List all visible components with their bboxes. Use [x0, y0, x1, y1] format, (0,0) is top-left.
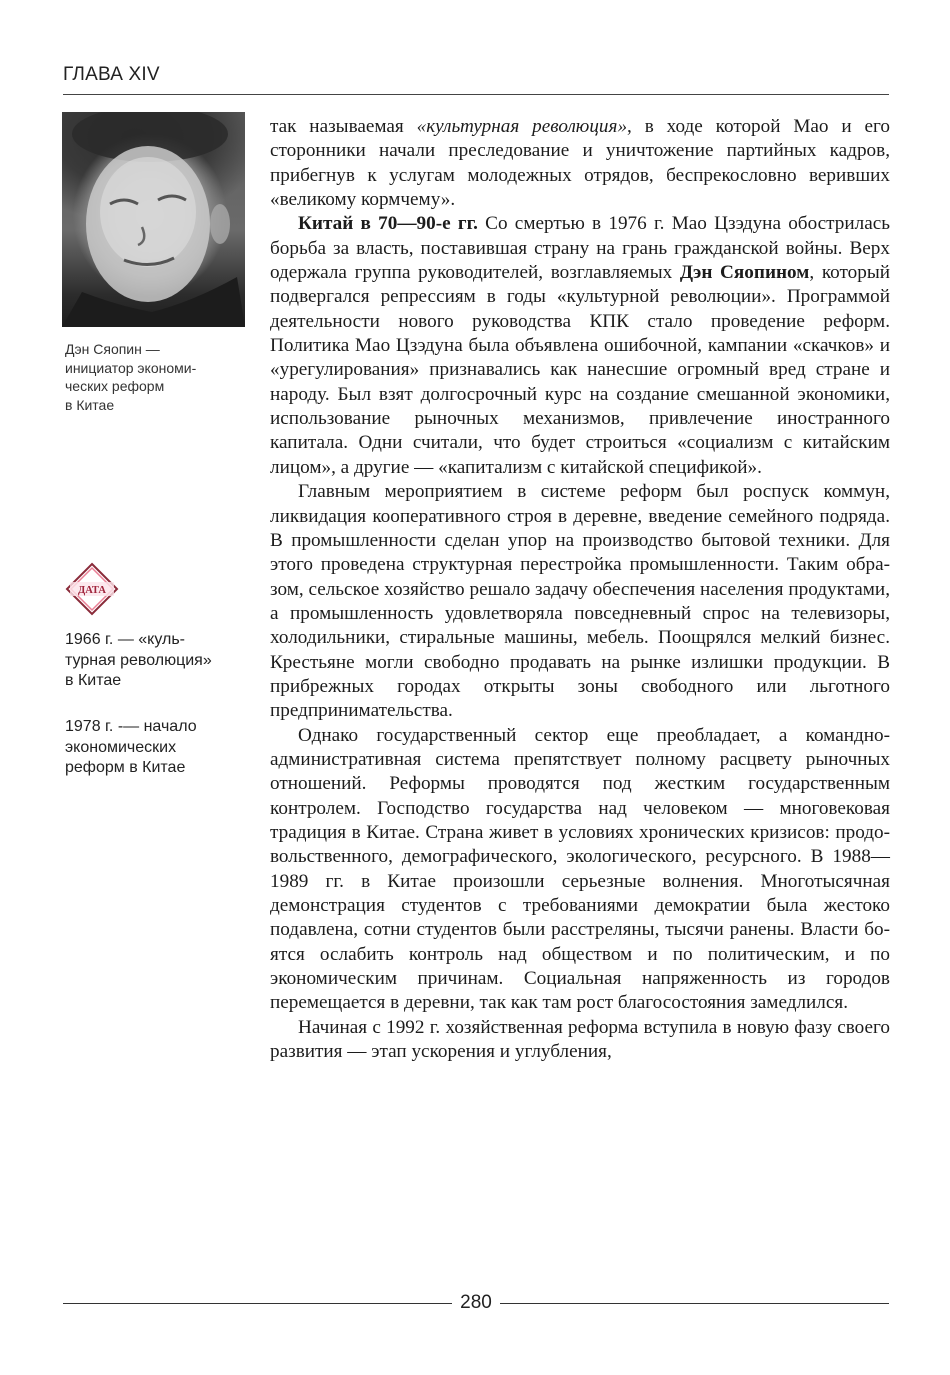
caption-line: ческих реформ: [65, 378, 165, 394]
text-run: , в ходе которой Мао и его сторонники начали преследование и уничтожение партийных кадров, прибегнув к услугам молодежных отрядов, беспрекословно веривших «великому кормчему».: [270, 116, 890, 211]
date-note: [65, 717, 245, 779]
date-note-line: 1978 г. -— начало: [65, 718, 197, 735]
paragraph: Главным мероприятием в системе реформ был роспуск коммун, ликвидация кооперативного строя в деревне, введение семейного подряда. В промышленности сделан упор на производство бытовой техники. Для этого проведена структурная перестройка промышленности. Таким образом, сельское хозяйство решало задачу обеспечения населения продуктами, а промышленность удовлетворяла повседневный спрос на телевизоры, холодильники, стиральные машины, мебель. Поощрялся мелкий бизнес. Крестьяне могли свободно продавать на рынке излишки продукции. В прибрежных городах открыты зоны свободного или льготного предпринимательства.: [270, 481, 890, 722]
section-heading: Китай в 70—90-е гг.: [298, 213, 478, 235]
paragraph: [270, 115, 890, 212]
paragraph: [270, 212, 890, 480]
date-note: [65, 630, 245, 692]
portrait-photo: [62, 112, 245, 327]
text-run: , который подвергался репрессиям в годы «культурной революции». Программой деятельности нового руководства КПК стало проведение реформ. Политика Мао Цзэдуна была объявлена ошибочной, кампании «скачков» и «урегулирования» признавались как нанесшие огромный вред стране и народу. Был взят долгосрочный курс на создание смешанной экономики, использование рыночных механизмов, привлечение иностранного капитала. Одни считали, что будет строиться «социализм с китайским лицом», а другие — «капитализм с китайской спецификой».: [270, 262, 890, 478]
text-run: так называемая: [270, 116, 417, 137]
header-rule: [63, 94, 889, 95]
running-head: ГЛАВА XIV: [63, 64, 160, 85]
bold-name: Дэн Сяопином: [679, 262, 810, 284]
portrait-illustration: [62, 112, 245, 327]
paragraph: Однако государственный сектор еще преобладает, а командно-административная система препятствует полному расцвету рыночных отношений. Реформы проводятся под жестким государственным контролем. Господство государства над человеком — многовековая традиция в Китае. Страна живет в условиях хронических кризисов: продовольственного, демографического, экологического, ресурсного. В 1988—1989 гг. в Китае произошли серьезные волнения. Многотысячная демонстрация студентов с требованиями демократии была жестоко подавлена, сотни студентов были расстреляны, тысячи ранены. Власти боятся ослабить контроль над обществом и по политическим, и по экономическим причинам. Социальная напряженность из городов перемещается в деревни, так как там рост благосостояния замедлился.: [270, 724, 890, 1014]
caption-line: Дэн Сяопин —: [65, 341, 160, 357]
page-number: 280: [460, 1292, 492, 1313]
text-run: Со смертью в 1976 г. Мао Цзэдуна обострилась борьба за власть, поставившая страну на грань гражданской войны. Верх одержала группа руководителей, возглавляемых: [270, 213, 890, 284]
date-note-line: реформ в Китае: [65, 759, 186, 776]
caption-line: инициатор экономи-: [65, 359, 197, 376]
date-note-line: турная революция»: [65, 651, 212, 669]
italic-term: «культурная революция»: [416, 116, 628, 137]
date-note-line: 1966 г. — «куль-: [65, 631, 185, 648]
page-footer: [63, 1291, 889, 1315]
date-note-line: экономических: [65, 738, 177, 756]
portrait-caption: [65, 340, 245, 414]
main-text: [270, 115, 890, 1064]
date-diamond-icon: [65, 562, 119, 616]
paragraph: Начиная с 1992 г. хозяйственная реформа вступила в новую фазу своего развития — этап ускорения и углубления,: [270, 1016, 890, 1063]
caption-line: в Китае: [65, 396, 115, 413]
footer-rule-left: [63, 1303, 452, 1304]
footer-rule-right: [500, 1303, 889, 1304]
date-note-line: в Китае: [65, 672, 122, 689]
date-badge-label: ДАТА: [78, 585, 106, 596]
